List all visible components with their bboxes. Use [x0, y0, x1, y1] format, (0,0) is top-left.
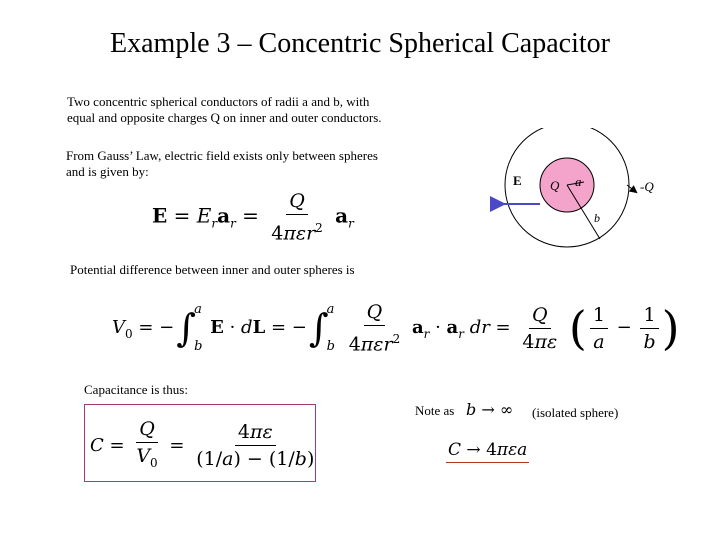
intro-line-2: equal and opposite charges Q on inner and outer conductors. [67, 110, 382, 125]
outer-charge-label: -Q [640, 179, 654, 194]
slide-title: Example 3 – Concentric Spherical Capacitor [110, 28, 610, 59]
potential-equation: $V_0$ = − ∫ a b E · dL = − ∫ a b $\frac{Q}{4\pi\varepsilon r^2}$ $a_r \cdot a_r$ dr = $\frac{Q}{4\pi\varepsilon}$ ( $\frac{1}{a}$ − $\frac{1}{b}$ ) [112, 301, 680, 356]
isolated-sphere-capacitance: C → 4πεa [446, 440, 529, 463]
field-label: E [513, 173, 522, 188]
field-equation: $E = E_ra_r$ = $\frac{Q}{4\pi\varepsilon r^2}$ $a_r$ [152, 190, 354, 245]
outer-radius-label: b [594, 211, 600, 225]
inner-radius-label: a [575, 174, 582, 189]
note-limit-expression: b → ∞ [466, 400, 514, 419]
inner-charge-label: Q [550, 178, 560, 193]
note-prefix: Note as [415, 403, 455, 418]
intro-line-1: Two concentric spherical conductors of radii a and b, with [67, 94, 370, 109]
potential-text: Potential difference between inner and outer spheres is [70, 262, 355, 277]
capacitance-equation: C = $\frac{Q}{V_0}$ = $\frac{4\pi\varepsilon}{(1/a) - (1/b)}$ [90, 418, 315, 471]
note-suffix: (isolated sphere) [532, 405, 619, 420]
gauss-text [66, 148, 378, 180]
capacitor-diagram [490, 128, 670, 248]
gauss-line-1: From Gauss’ Law, electric field exists only between spheres [66, 148, 378, 163]
gauss-line-2: and is given by: [66, 164, 149, 179]
capacitance-text: Capacitance is thus: [84, 382, 188, 397]
intro-text [67, 94, 382, 126]
